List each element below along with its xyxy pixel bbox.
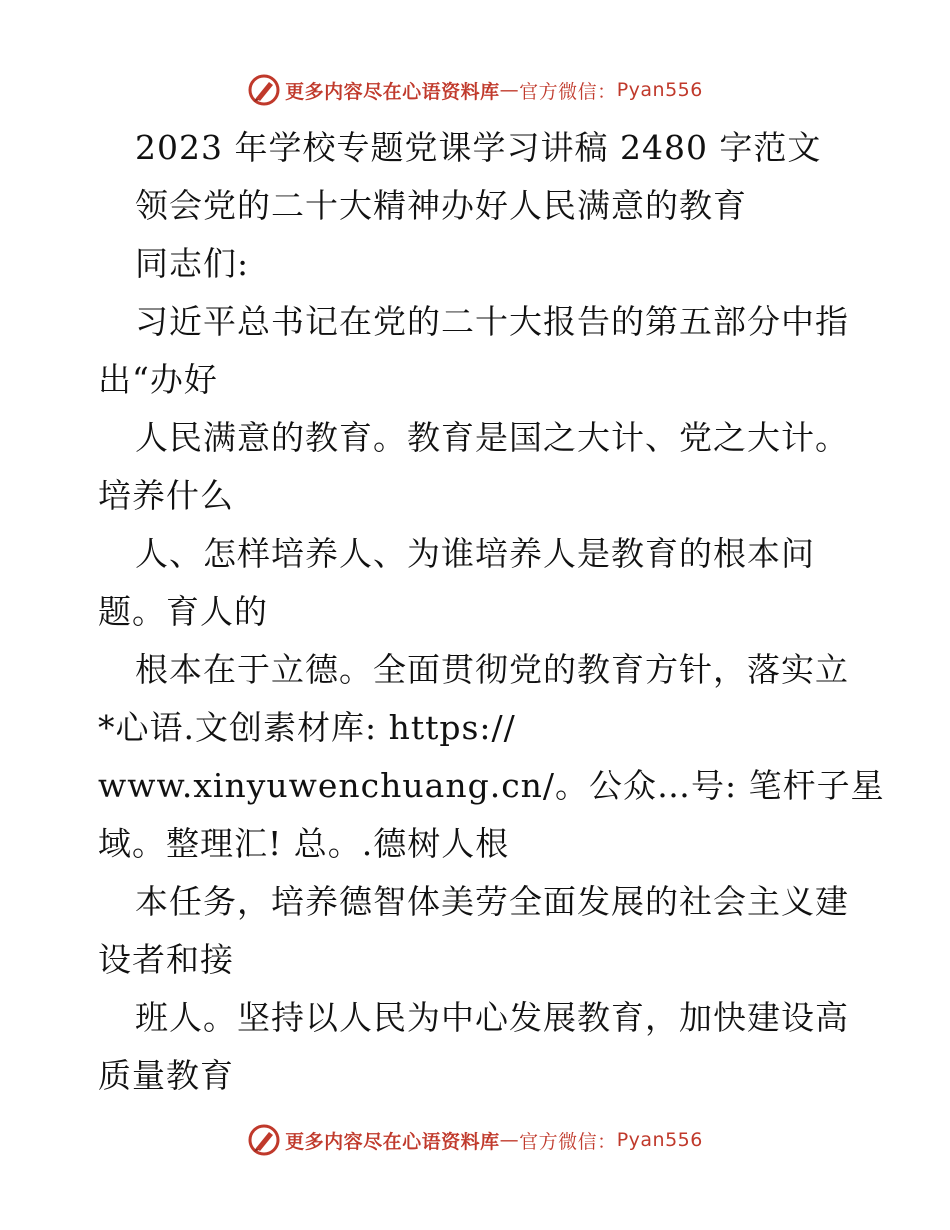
text-line: 出“办好 [98,360,218,399]
text-line: 根本在于立德。全面贯彻党的教育方针，落实立 [135,650,849,689]
banner-wechat-label: 官方微信： [519,80,617,103]
document-subtitle: 领会党的二十大精神办好人民满意的教育 [135,186,747,225]
text-line: 设者和接 [98,940,234,979]
banner-dash: — [499,1129,520,1151]
banner-main-text: 更多内容尽在心语资料库 [285,80,500,103]
header-banner [0,70,950,110]
text-line: 题。育人的 [98,592,268,631]
text-line: www.xinyuwenchuang.cn/。公众…号: 笔杆子星 [98,766,885,805]
text-line: *心语.文创素材库: https:// [98,708,516,747]
text-line: 质量教育 [98,1056,234,1095]
banner-wechat-label: 官方微信： [519,1130,617,1153]
text-line: 本任务，培养德智体美劳全面发展的社会主义建 [135,882,849,921]
text-line: 培养什么 [98,476,234,515]
text-line: 习近平总书记在党的二十大报告的第五部分中指 [135,302,849,341]
salutation: 同志们: [135,244,250,283]
text-line: 人、怎样培养人、为谁培养人是教育的根本问 [135,534,815,573]
banner-wechat-id: Pyan556 [616,1129,703,1151]
text-line: 人民满意的教育。教育是国之大计、党之大计。 [135,418,849,457]
banner-dash: — [499,79,520,101]
footer-banner [0,1120,950,1160]
banner-wechat-id: Pyan556 [616,79,703,101]
pen-logo-icon [247,73,281,107]
banner-main-text: 更多内容尽在心语资料库 [285,1130,500,1153]
document-title: 2023 年学校专题党课学习讲稿 2480 字范文 [135,128,822,167]
pen-logo-icon [247,1123,281,1157]
text-line: 域。整理汇! 总。.德树人根 [98,824,510,863]
text-line: 班人。坚持以人民为中心发展教育，加快建设高 [135,998,849,1037]
